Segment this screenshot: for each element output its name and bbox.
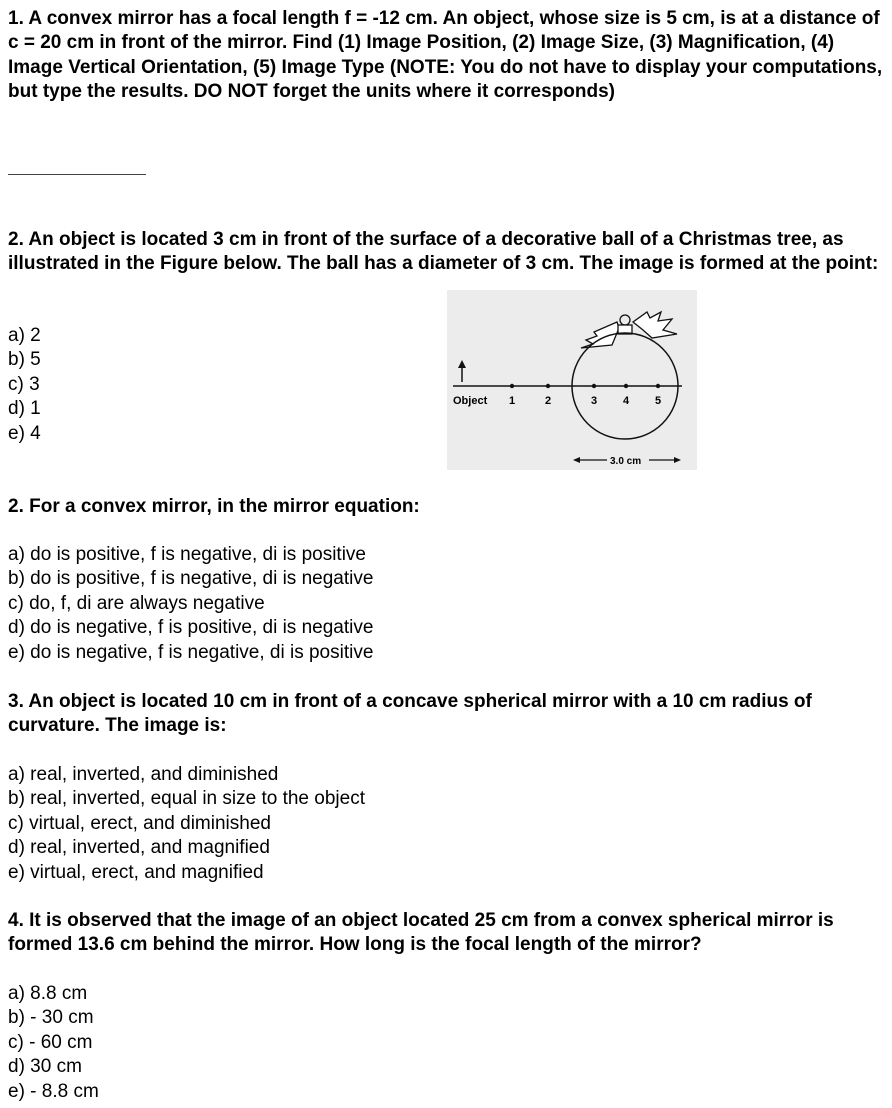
option-b[interactable]: b) - 30 cm	[8, 1007, 94, 1029]
option-c[interactable]: c) 3	[8, 373, 40, 395]
point-2-marker	[546, 384, 550, 388]
option-c[interactable]: c) - 60 cm	[8, 1031, 93, 1053]
question-4-text: 4. It is observed that the image of an object located 25 cm from a convex spherical mirror is formed 13.6 cm behind the mirror. How long is the focal length of the mirror?	[8, 910, 834, 956]
question-2-ornament-options	[8, 324, 41, 446]
question-3-text: 3. An object is located 10 cm in front of a concave spherical mirror with a 10 cm radius of curvature. The image is:	[8, 691, 812, 737]
option-a[interactable]: a) real, inverted, and diminished	[8, 764, 279, 785]
object-label: Object	[453, 395, 488, 407]
option-e[interactable]: e) 4	[8, 422, 41, 444]
question-2-ornament-text: 2. An object is located 3 cm in front of the surface of a decorative ball of a Christmas tree, as illustrated in the Figure below. The ball has a diameter of 3 cm. The image is formed at the point:	[8, 229, 879, 275]
point-5-label: 5	[655, 395, 662, 407]
point-4-marker	[624, 384, 628, 388]
point-2-label: 2	[545, 395, 552, 407]
diameter-arrowhead-right	[674, 457, 681, 463]
object-arrow-head	[458, 360, 466, 368]
question-2-mirror-equation-options	[8, 543, 373, 665]
question-4-options	[8, 982, 99, 1104]
point-1-label: 1	[509, 395, 516, 407]
ornament-diagram	[447, 290, 697, 470]
ornament-figure	[447, 290, 697, 470]
point-5-marker	[656, 384, 660, 388]
option-b[interactable]: b) do is positive, f is negative, di is negative	[8, 568, 374, 590]
diameter-arrowhead-left	[573, 457, 580, 463]
point-4-label: 4	[623, 395, 630, 407]
option-e[interactable]: e) do is negative, f is negative, di is positive	[8, 641, 374, 663]
option-d[interactable]: d) real, inverted, and magnified	[8, 837, 270, 859]
option-d[interactable]: d) 1	[8, 398, 41, 420]
diameter-label: 3.0 cm	[610, 456, 642, 467]
holly-leaf-right	[633, 312, 677, 338]
question-3-options	[8, 763, 365, 885]
option-c[interactable]: c) virtual, erect, and diminished	[8, 812, 271, 834]
answer-blank-line[interactable]	[8, 174, 146, 175]
question-1-text: 1. A convex mirror has a focal length f = -12 cm. An object, whose size is 5 cm, is at a distance of c = 20 cm in front of the mirror. Find (1) Image Position, (2) Image Size, (3) Magnification, (4) Image Vertical Orientation, (5) Image Type (NOTE: You do not have to display your computations, but type the results. DO NOT forget the units where it corresponds)	[8, 8, 883, 103]
point-3-label: 3	[591, 395, 598, 407]
option-a[interactable]: a) 8.8 cm	[8, 983, 88, 1004]
option-d[interactable]: d) 30 cm	[8, 1056, 82, 1078]
point-3-marker	[592, 384, 596, 388]
option-b[interactable]: b) 5	[8, 349, 41, 371]
question-2-mirror-equation-text: 2. For a convex mirror, in the mirror equation:	[8, 496, 420, 517]
option-d[interactable]: d) do is negative, f is positive, di is negative	[8, 617, 374, 639]
ornament-loop	[620, 315, 630, 325]
option-a[interactable]: a) do is positive, f is negative, di is positive	[8, 544, 367, 565]
option-c[interactable]: c) do, f, di are always negative	[8, 592, 265, 614]
option-e[interactable]: e) - 8.8 cm	[8, 1080, 99, 1102]
option-b[interactable]: b) real, inverted, equal in size to the object	[8, 788, 365, 810]
option-a[interactable]: a) 2	[8, 325, 41, 346]
option-e[interactable]: e) virtual, erect, and magnified	[8, 861, 264, 883]
point-1-marker	[510, 384, 514, 388]
